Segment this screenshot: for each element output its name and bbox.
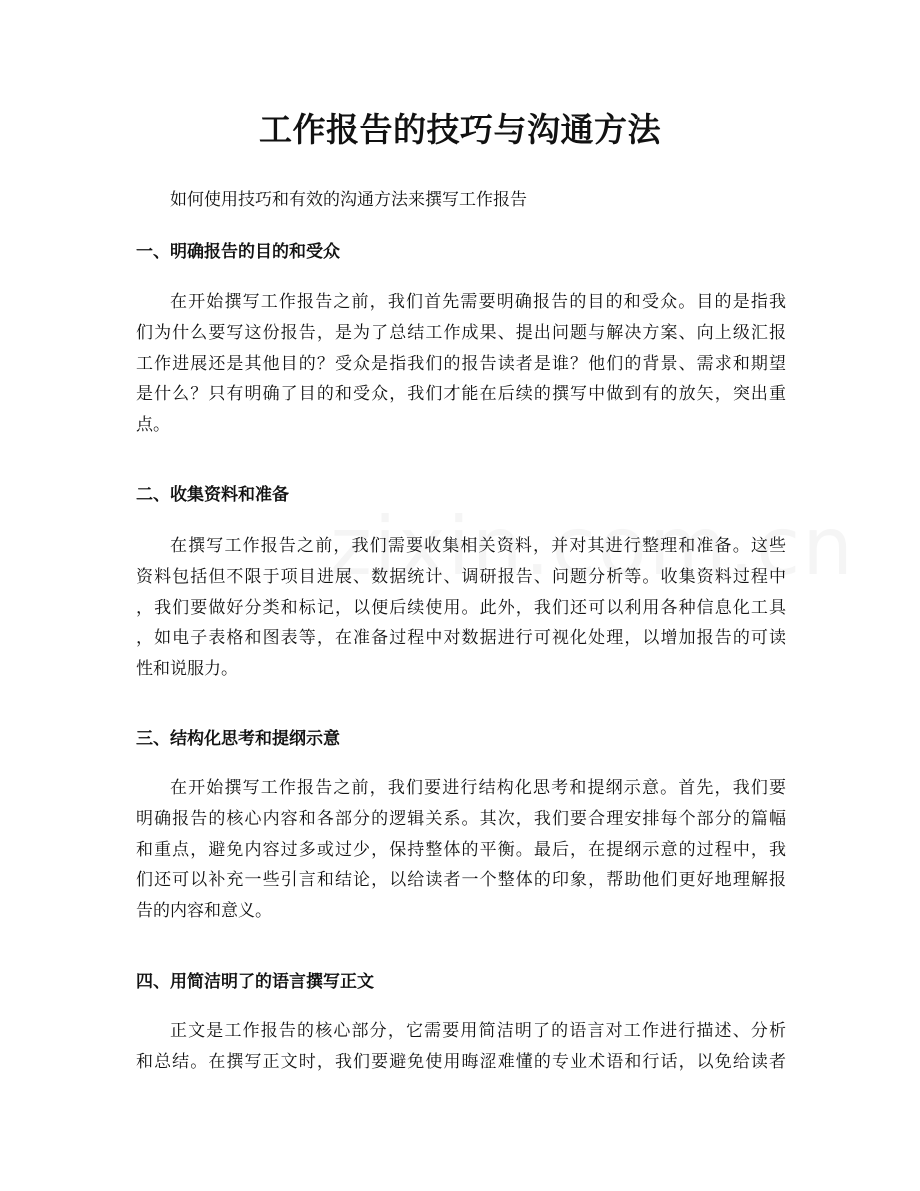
paragraph-line: 明确报告的核心内容和各部分的逻辑关系。其次，我们要合理安排每个部分的篇幅: [136, 808, 786, 829]
paragraph-line: 是什么？只有明确了目的和受众，我们才能在后续的撰写中做到有的放矢，突出重: [136, 384, 786, 405]
paragraph-line: 点。: [136, 415, 170, 436]
paragraph-line: 在开始撰写工作报告之前，我们要进行结构化思考和提纲示意。首先，我们要: [170, 778, 786, 798]
page-subtitle: 如何使用技巧和有效的沟通方法来撰写工作报告: [170, 190, 527, 210]
section-paragraph-3: [136, 773, 786, 927]
paragraph-line: 们还可以补充一些引言和结论，以给读者一个整体的印象，帮助他们更好地理解报: [136, 870, 786, 891]
paragraph-line: 和重点，避免内容过多或过少，保持整体的平衡。最后，在提纲示意的过程中，我: [136, 839, 786, 860]
paragraph-line: 们为什么要写这份报告，是为了总结工作成果、提出问题与解决方案、向上级汇报: [136, 322, 786, 343]
section-heading-4: 四、用简洁明了的语言撰写正文: [136, 972, 374, 992]
paragraph-line: 资料包括但不限于项目进展、数据统计、调研报告、问题分析等。收集资料过程中: [136, 566, 786, 587]
section-heading-2: 二、收集资料和准备: [136, 485, 289, 505]
paragraph-line: ，如电子表格和图表等，在准备过程中对数据进行可视化处理，以增加报告的可读: [136, 628, 786, 649]
paragraph-line: 正文是工作报告的核心部分，它需要用简洁明了的语言对工作进行描述、分析: [170, 1021, 786, 1041]
paragraph-line: ，我们要做好分类和标记，以便后续使用。此外，我们还可以利用各种信息化工具: [136, 597, 786, 618]
paragraph-line: 工作进展还是其他目的？受众是指我们的报告读者是谁？他们的背景、需求和期望: [136, 353, 786, 374]
section-heading-1: 一、明确报告的目的和受众: [136, 242, 340, 262]
paragraph-line: 在开始撰写工作报告之前，我们首先需要明确报告的目的和受众。目的是指我: [170, 292, 786, 312]
paragraph-line: 性和说服力。: [136, 659, 238, 680]
section-heading-3: 三、结构化思考和提纲示意: [136, 729, 340, 749]
page-title: 工作报告的技巧与沟通方法: [259, 110, 661, 149]
section-paragraph-1: [136, 287, 786, 441]
paragraph-line: 在撰写工作报告之前，我们需要收集相关资料，并对其进行整理和准备。这些: [170, 536, 786, 556]
section-paragraph-2: [136, 531, 786, 685]
paragraph-line: 和总结。在撰写正文时，我们要避免使用晦涩难懂的专业术语和行话，以免给读者: [136, 1051, 786, 1072]
section-paragraph-4: [136, 1016, 786, 1078]
paragraph-line: 告的内容和意义。: [136, 901, 272, 922]
